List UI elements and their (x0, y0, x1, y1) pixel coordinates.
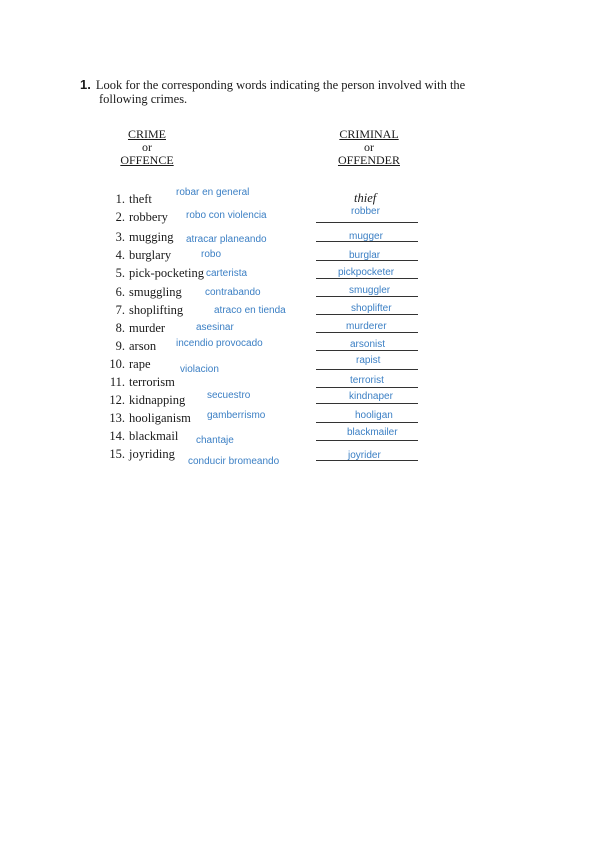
crime-item (106, 192, 152, 207)
crime-word: smuggling (129, 285, 182, 299)
handwritten-note: incendio provocado (176, 338, 263, 349)
crime-item (106, 447, 175, 462)
crime-item (106, 285, 182, 300)
criminal-answer: shoplifter (351, 303, 392, 314)
answer-blank-line (316, 350, 418, 351)
crime-item (106, 210, 168, 225)
crime-word: robbery (129, 210, 168, 224)
criminal-answer: joyrider (348, 450, 381, 461)
crime-number: 12. (109, 393, 125, 407)
crime-item (106, 230, 173, 245)
answer-blank-line (316, 278, 418, 279)
crime-item (106, 339, 156, 354)
crime-number: 4. (115, 248, 125, 262)
criminal-header-or: or (364, 140, 374, 154)
crime-word: blackmail (129, 429, 179, 443)
crime-word: hooliganism (129, 411, 191, 425)
crime-number: 1. (115, 192, 125, 206)
crime-word: burglary (129, 248, 172, 262)
crime-number: 15. (109, 447, 125, 461)
crime-number: 11. (109, 375, 125, 389)
instruction-line-2: following crimes. (99, 92, 188, 106)
handwritten-note: gamberrismo (207, 410, 266, 421)
crime-word: rape (129, 357, 151, 371)
answer-blank-line (316, 332, 418, 333)
answer-blank-line (316, 422, 418, 423)
criminal-header-title: CRIMINAL (339, 127, 399, 141)
criminal-answer: terrorist (350, 375, 384, 386)
crime-number: 10. (109, 357, 125, 371)
criminal-column-header (327, 128, 411, 167)
crime-word: kidnapping (129, 393, 186, 407)
answer-blank-line (316, 403, 418, 404)
handwritten-note: robo con violencia (186, 210, 267, 221)
answer-blank-line (316, 314, 418, 315)
crime-item (106, 266, 204, 281)
crime-number: 5. (115, 266, 125, 280)
crime-item (106, 357, 151, 372)
criminal-answer: rapist (356, 355, 381, 366)
crime-word: murder (129, 321, 166, 335)
handwritten-note: chantaje (196, 435, 234, 446)
answer-blank-line (316, 369, 418, 370)
crime-number: 2. (115, 210, 125, 224)
crime-word: terrorism (129, 375, 175, 389)
crime-header-or: or (142, 140, 152, 154)
crime-number: 8. (115, 321, 125, 335)
handwritten-note: robo (201, 249, 222, 260)
crime-word: theft (129, 192, 152, 206)
criminal-answer: kindnaper (349, 391, 393, 402)
crime-header-sub: OFFENCE (120, 153, 174, 167)
crime-item (106, 429, 178, 444)
criminal-answer: blackmailer (347, 427, 398, 438)
crime-item (106, 393, 185, 408)
handwritten-note: conducir bromeando (188, 456, 280, 467)
instruction-line-1: Look for the corresponding words indicating the person involved with the (95, 78, 466, 92)
crime-number: 13. (109, 411, 125, 425)
handwritten-note: secuestro (207, 390, 251, 401)
criminal-answer: murderer (346, 321, 387, 332)
crime-word: arson (129, 339, 157, 353)
handwritten-note: carterista (206, 268, 248, 279)
answer-blank-line (316, 241, 418, 242)
handwritten-note: contrabando (205, 287, 261, 298)
crime-column-header (108, 128, 186, 167)
criminal-answer: arsonist (350, 339, 386, 350)
crime-item (106, 411, 191, 426)
criminal-header-sub: OFFENDER (337, 153, 400, 167)
criminal-answer: robber (351, 206, 380, 217)
answer-blank-line (316, 460, 418, 461)
crime-word: shoplifting (129, 303, 184, 317)
criminal-answer: smuggler (349, 285, 391, 296)
handwritten-note: violacion (180, 364, 219, 375)
crime-number: 6. (115, 285, 125, 299)
criminal-answer: pickpocketer (338, 267, 395, 278)
answer-blank-line (316, 222, 418, 223)
answer-blank-line (316, 260, 418, 261)
crime-number: 3. (115, 230, 125, 244)
crime-item (106, 248, 171, 263)
crime-word: pick-pocketing (129, 266, 204, 280)
crime-number: 14. (109, 429, 125, 443)
exercise-number: 1. (80, 77, 91, 92)
crime-item (106, 321, 165, 336)
handwritten-note: atracar planeando (186, 234, 267, 245)
criminal-answer: thief (354, 191, 377, 205)
criminal-answer: mugger (349, 231, 383, 242)
crime-number: 7. (115, 303, 125, 317)
criminal-answer: hooligan (355, 410, 393, 421)
crime-word: joyriding (129, 447, 175, 461)
handwritten-note: asesinar (196, 322, 234, 333)
exercise-instruction (80, 78, 520, 106)
answer-blank-line (316, 440, 418, 441)
handwritten-note: robar en general (176, 187, 250, 198)
answer-blank-line (316, 387, 418, 388)
answer-blank-line (316, 296, 418, 297)
crime-number: 9. (115, 339, 125, 353)
handwritten-note: atraco en tienda (214, 305, 286, 316)
crime-word: mugging (129, 230, 174, 244)
crime-item (106, 303, 183, 318)
crime-header-title: CRIME (127, 127, 166, 141)
criminal-answer: burglar (349, 250, 381, 261)
crime-item (106, 375, 175, 390)
